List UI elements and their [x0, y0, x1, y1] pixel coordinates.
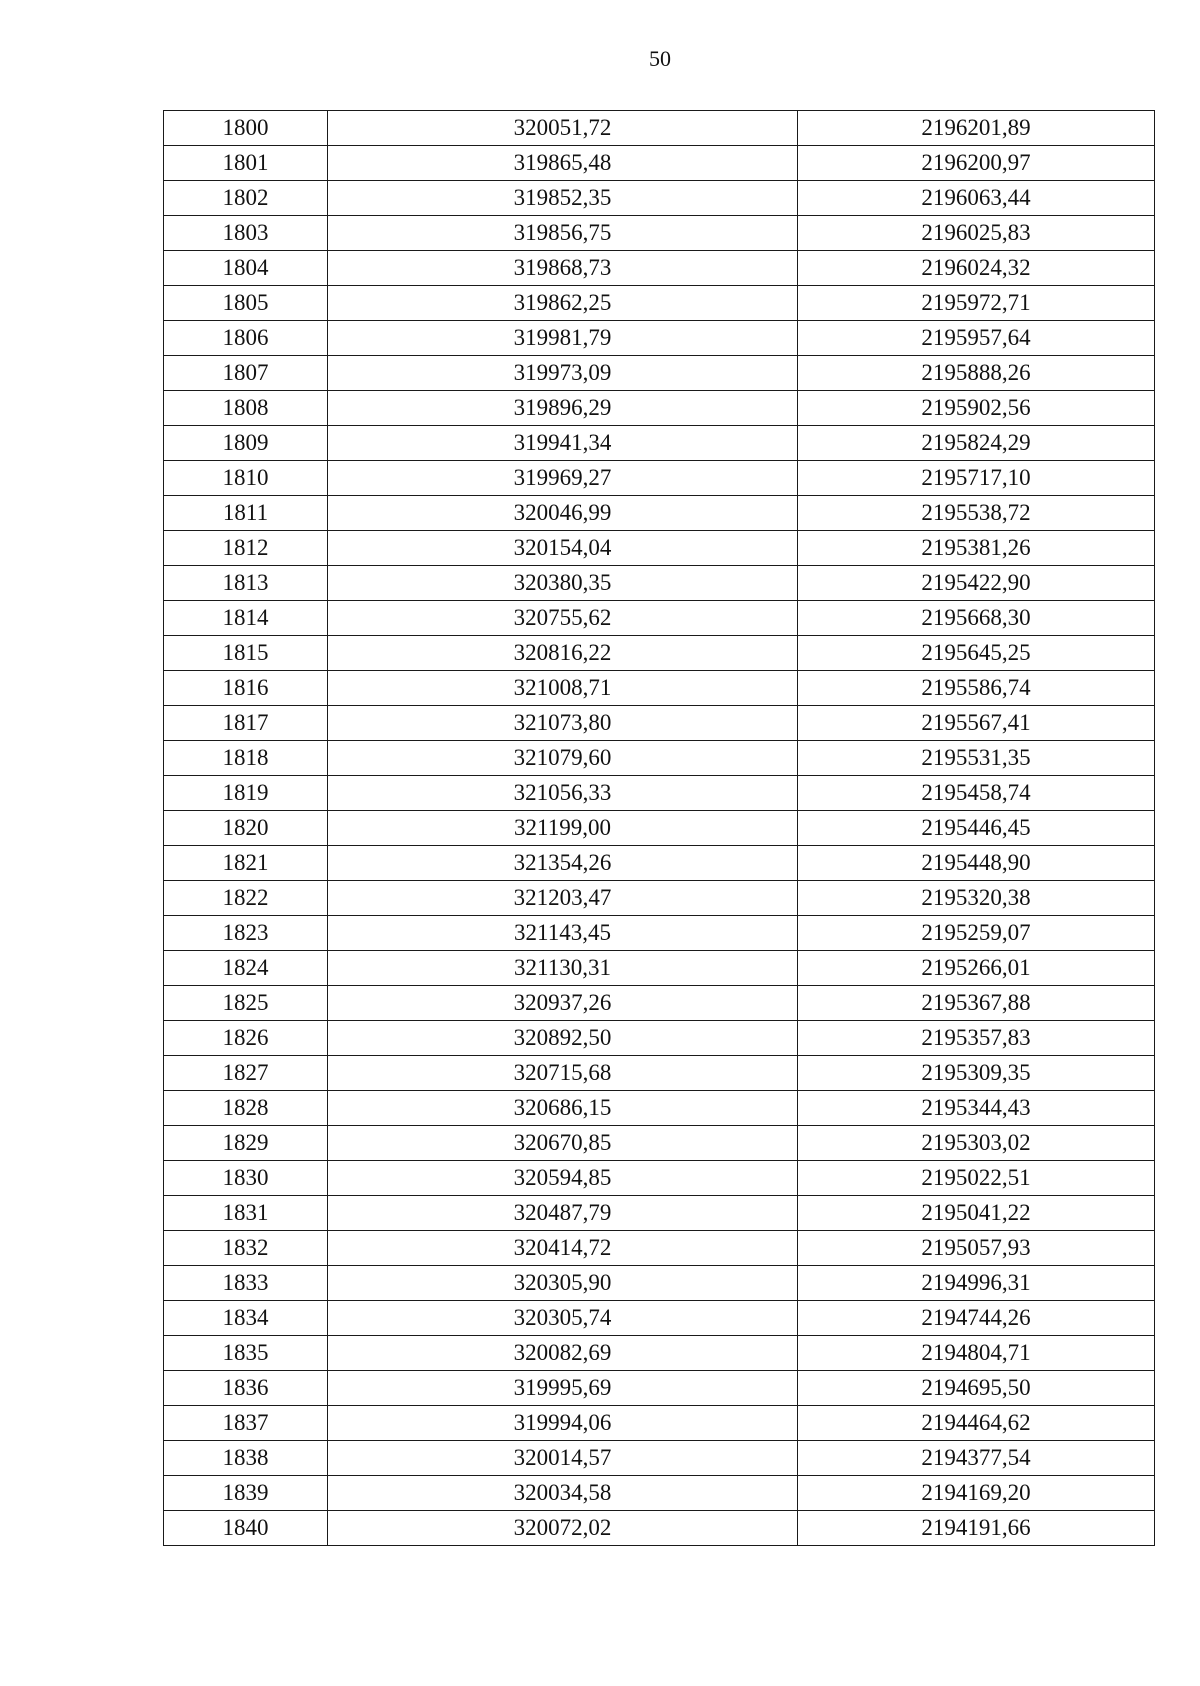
point-number-cell: 1832 [164, 1231, 328, 1266]
point-number-cell: 1815 [164, 636, 328, 671]
point-number-cell: 1833 [164, 1266, 328, 1301]
y-coordinate-cell: 2195367,88 [798, 986, 1155, 1021]
table-row [164, 426, 1155, 461]
x-coordinate-cell: 321073,80 [328, 706, 798, 741]
x-coordinate-cell: 319856,75 [328, 216, 798, 251]
table-row [164, 1021, 1155, 1056]
coordinates-table-body [164, 111, 1155, 1546]
point-number-cell: 1829 [164, 1126, 328, 1161]
point-number-cell: 1840 [164, 1511, 328, 1546]
y-coordinate-cell: 2195344,43 [798, 1091, 1155, 1126]
table-row [164, 1511, 1155, 1546]
point-number-cell: 1823 [164, 916, 328, 951]
table-row [164, 986, 1155, 1021]
table-row [164, 286, 1155, 321]
table-row [164, 1231, 1155, 1266]
x-coordinate-cell: 321130,31 [328, 951, 798, 986]
y-coordinate-cell: 2196025,83 [798, 216, 1155, 251]
table-row [164, 1441, 1155, 1476]
x-coordinate-cell: 320072,02 [328, 1511, 798, 1546]
x-coordinate-cell: 320051,72 [328, 111, 798, 146]
point-number-cell: 1810 [164, 461, 328, 496]
x-coordinate-cell: 321079,60 [328, 741, 798, 776]
y-coordinate-cell: 2194377,54 [798, 1441, 1155, 1476]
table-row [164, 1301, 1155, 1336]
point-number-cell: 1801 [164, 146, 328, 181]
point-number-cell: 1806 [164, 321, 328, 356]
point-number-cell: 1817 [164, 706, 328, 741]
point-number-cell: 1821 [164, 846, 328, 881]
table-row [164, 636, 1155, 671]
table-row [164, 146, 1155, 181]
y-coordinate-cell: 2195259,07 [798, 916, 1155, 951]
coordinates-table [163, 110, 1155, 1546]
x-coordinate-cell: 320082,69 [328, 1336, 798, 1371]
table-row [164, 671, 1155, 706]
x-coordinate-cell: 320014,57 [328, 1441, 798, 1476]
x-coordinate-cell: 319896,29 [328, 391, 798, 426]
y-coordinate-cell: 2195022,51 [798, 1161, 1155, 1196]
x-coordinate-cell: 321203,47 [328, 881, 798, 916]
table-row [164, 1266, 1155, 1301]
table-row [164, 776, 1155, 811]
x-coordinate-cell: 320892,50 [328, 1021, 798, 1056]
x-coordinate-cell: 320305,74 [328, 1301, 798, 1336]
y-coordinate-cell: 2195567,41 [798, 706, 1155, 741]
point-number-cell: 1834 [164, 1301, 328, 1336]
table-row [164, 321, 1155, 356]
point-number-cell: 1803 [164, 216, 328, 251]
y-coordinate-cell: 2195531,35 [798, 741, 1155, 776]
x-coordinate-cell: 319995,69 [328, 1371, 798, 1406]
x-coordinate-cell: 320670,85 [328, 1126, 798, 1161]
table-row [164, 356, 1155, 391]
x-coordinate-cell: 320414,72 [328, 1231, 798, 1266]
x-coordinate-cell: 320305,90 [328, 1266, 798, 1301]
y-coordinate-cell: 2195458,74 [798, 776, 1155, 811]
y-coordinate-cell: 2194169,20 [798, 1476, 1155, 1511]
x-coordinate-cell: 321056,33 [328, 776, 798, 811]
y-coordinate-cell: 2196063,44 [798, 181, 1155, 216]
y-coordinate-cell: 2194191,66 [798, 1511, 1155, 1546]
point-number-cell: 1812 [164, 531, 328, 566]
y-coordinate-cell: 2195717,10 [798, 461, 1155, 496]
y-coordinate-cell: 2196200,97 [798, 146, 1155, 181]
x-coordinate-cell: 320154,04 [328, 531, 798, 566]
x-coordinate-cell: 320034,58 [328, 1476, 798, 1511]
y-coordinate-cell: 2195586,74 [798, 671, 1155, 706]
point-number-cell: 1807 [164, 356, 328, 391]
x-coordinate-cell: 321199,00 [328, 811, 798, 846]
y-coordinate-cell: 2195668,30 [798, 601, 1155, 636]
table-row [164, 566, 1155, 601]
x-coordinate-cell: 319862,25 [328, 286, 798, 321]
table-row [164, 461, 1155, 496]
y-coordinate-cell: 2194744,26 [798, 1301, 1155, 1336]
table-row [164, 181, 1155, 216]
point-number-cell: 1828 [164, 1091, 328, 1126]
x-coordinate-cell: 319868,73 [328, 251, 798, 286]
point-number-cell: 1808 [164, 391, 328, 426]
x-coordinate-cell: 320937,26 [328, 986, 798, 1021]
y-coordinate-cell: 2195902,56 [798, 391, 1155, 426]
point-number-cell: 1827 [164, 1056, 328, 1091]
y-coordinate-cell: 2194804,71 [798, 1336, 1155, 1371]
y-coordinate-cell: 2195422,90 [798, 566, 1155, 601]
x-coordinate-cell: 321008,71 [328, 671, 798, 706]
y-coordinate-cell: 2195303,02 [798, 1126, 1155, 1161]
y-coordinate-cell: 2195972,71 [798, 286, 1155, 321]
point-number-cell: 1837 [164, 1406, 328, 1441]
x-coordinate-cell: 319981,79 [328, 321, 798, 356]
y-coordinate-cell: 2195645,25 [798, 636, 1155, 671]
x-coordinate-cell: 320686,15 [328, 1091, 798, 1126]
point-number-cell: 1824 [164, 951, 328, 986]
page-number: 50 [649, 46, 671, 71]
point-number-cell: 1805 [164, 286, 328, 321]
y-coordinate-cell: 2195448,90 [798, 846, 1155, 881]
x-coordinate-cell: 321354,26 [328, 846, 798, 881]
table-row [164, 216, 1155, 251]
point-number-cell: 1820 [164, 811, 328, 846]
x-coordinate-cell: 319994,06 [328, 1406, 798, 1441]
point-number-cell: 1813 [164, 566, 328, 601]
x-coordinate-cell: 320755,62 [328, 601, 798, 636]
point-number-cell: 1831 [164, 1196, 328, 1231]
point-number-cell: 1802 [164, 181, 328, 216]
point-number-cell: 1825 [164, 986, 328, 1021]
x-coordinate-cell: 320487,79 [328, 1196, 798, 1231]
y-coordinate-cell: 2195266,01 [798, 951, 1155, 986]
table-row [164, 496, 1155, 531]
y-coordinate-cell: 2196201,89 [798, 111, 1155, 146]
table-row [164, 881, 1155, 916]
point-number-cell: 1839 [164, 1476, 328, 1511]
y-coordinate-cell: 2195824,29 [798, 426, 1155, 461]
table-row [164, 951, 1155, 986]
table-row [164, 1336, 1155, 1371]
table-row [164, 601, 1155, 636]
table-row [164, 741, 1155, 776]
y-coordinate-cell: 2194464,62 [798, 1406, 1155, 1441]
table-row [164, 111, 1155, 146]
point-number-cell: 1800 [164, 111, 328, 146]
table-row [164, 846, 1155, 881]
table-row [164, 531, 1155, 566]
y-coordinate-cell: 2195057,93 [798, 1231, 1155, 1266]
point-number-cell: 1835 [164, 1336, 328, 1371]
y-coordinate-cell: 2195309,35 [798, 1056, 1155, 1091]
x-coordinate-cell: 320594,85 [328, 1161, 798, 1196]
x-coordinate-cell: 320380,35 [328, 566, 798, 601]
point-number-cell: 1830 [164, 1161, 328, 1196]
point-number-cell: 1822 [164, 881, 328, 916]
x-coordinate-cell: 319969,27 [328, 461, 798, 496]
table-row [164, 1056, 1155, 1091]
x-coordinate-cell: 319852,35 [328, 181, 798, 216]
point-number-cell: 1814 [164, 601, 328, 636]
point-number-cell: 1809 [164, 426, 328, 461]
x-coordinate-cell: 321143,45 [328, 916, 798, 951]
table-row [164, 391, 1155, 426]
table-row [164, 1371, 1155, 1406]
y-coordinate-cell: 2194996,31 [798, 1266, 1155, 1301]
table-row [164, 1161, 1155, 1196]
point-number-cell: 1804 [164, 251, 328, 286]
x-coordinate-cell: 320715,68 [328, 1056, 798, 1091]
y-coordinate-cell: 2195888,26 [798, 356, 1155, 391]
x-coordinate-cell: 319973,09 [328, 356, 798, 391]
point-number-cell: 1838 [164, 1441, 328, 1476]
y-coordinate-cell: 2195381,26 [798, 531, 1155, 566]
table-row [164, 1196, 1155, 1231]
table-row [164, 251, 1155, 286]
point-number-cell: 1836 [164, 1371, 328, 1406]
point-number-cell: 1818 [164, 741, 328, 776]
y-coordinate-cell: 2195538,72 [798, 496, 1155, 531]
y-coordinate-cell: 2195357,83 [798, 1021, 1155, 1056]
table-row [164, 706, 1155, 741]
x-coordinate-cell: 320816,22 [328, 636, 798, 671]
y-coordinate-cell: 2195320,38 [798, 881, 1155, 916]
point-number-cell: 1816 [164, 671, 328, 706]
table-row [164, 916, 1155, 951]
point-number-cell: 1826 [164, 1021, 328, 1056]
point-number-cell: 1811 [164, 496, 328, 531]
x-coordinate-cell: 320046,99 [328, 496, 798, 531]
table-row [164, 1476, 1155, 1511]
x-coordinate-cell: 319865,48 [328, 146, 798, 181]
y-coordinate-cell: 2196024,32 [798, 251, 1155, 286]
y-coordinate-cell: 2195957,64 [798, 321, 1155, 356]
point-number-cell: 1819 [164, 776, 328, 811]
table-row [164, 1091, 1155, 1126]
table-row [164, 811, 1155, 846]
y-coordinate-cell: 2195446,45 [798, 811, 1155, 846]
y-coordinate-cell: 2194695,50 [798, 1371, 1155, 1406]
y-coordinate-cell: 2195041,22 [798, 1196, 1155, 1231]
table-row [164, 1406, 1155, 1441]
x-coordinate-cell: 319941,34 [328, 426, 798, 461]
table-row [164, 1126, 1155, 1161]
